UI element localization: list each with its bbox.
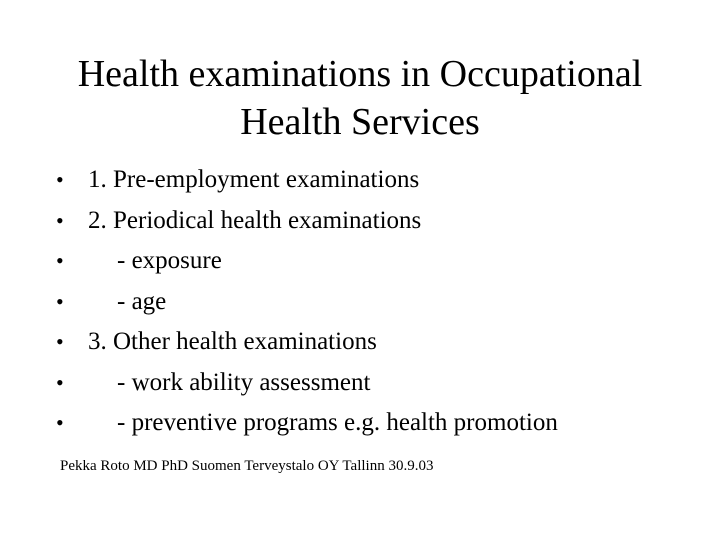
bullet-item-periodical xyxy=(56,201,706,242)
slide-title-line-1: Health examinations in Occupational xyxy=(77,53,643,95)
bullet-text: 3. Other health examinations xyxy=(88,328,377,355)
slide-title xyxy=(0,50,720,146)
bullet-icon: • xyxy=(56,167,64,192)
slide-footer: Pekka Roto MD PhD Suomen Terveystalo OY Tallinn 30.9.03 xyxy=(60,458,434,474)
bullet-text: 2. Periodical health examinations xyxy=(88,206,422,234)
bullet-item-work-ability xyxy=(56,363,706,404)
bullet-icon: • xyxy=(56,410,64,435)
bullet-icon: • xyxy=(56,207,64,233)
bullet-item-pre-employment xyxy=(56,160,706,201)
bullet-icon: • xyxy=(56,369,64,395)
bullet-icon: • xyxy=(56,248,64,273)
bullet-icon: • xyxy=(56,329,64,354)
bullet-item-other xyxy=(56,322,706,363)
bullet-item-exposure xyxy=(56,241,706,282)
slide-title-line-2: Health Services xyxy=(240,101,480,143)
bullet-text: - exposure xyxy=(117,247,222,274)
bullet-list xyxy=(56,160,706,444)
bullet-text: - age xyxy=(117,287,167,315)
bullet-text: - preventive programs e.g. health promotion xyxy=(117,409,558,436)
bullet-text: - work ability assessment xyxy=(117,368,371,396)
bullet-icon: • xyxy=(56,288,64,314)
bullet-text: 1. Pre-employment examinations xyxy=(88,166,420,193)
bullet-item-age xyxy=(56,282,706,323)
bullet-item-preventive xyxy=(56,403,706,444)
